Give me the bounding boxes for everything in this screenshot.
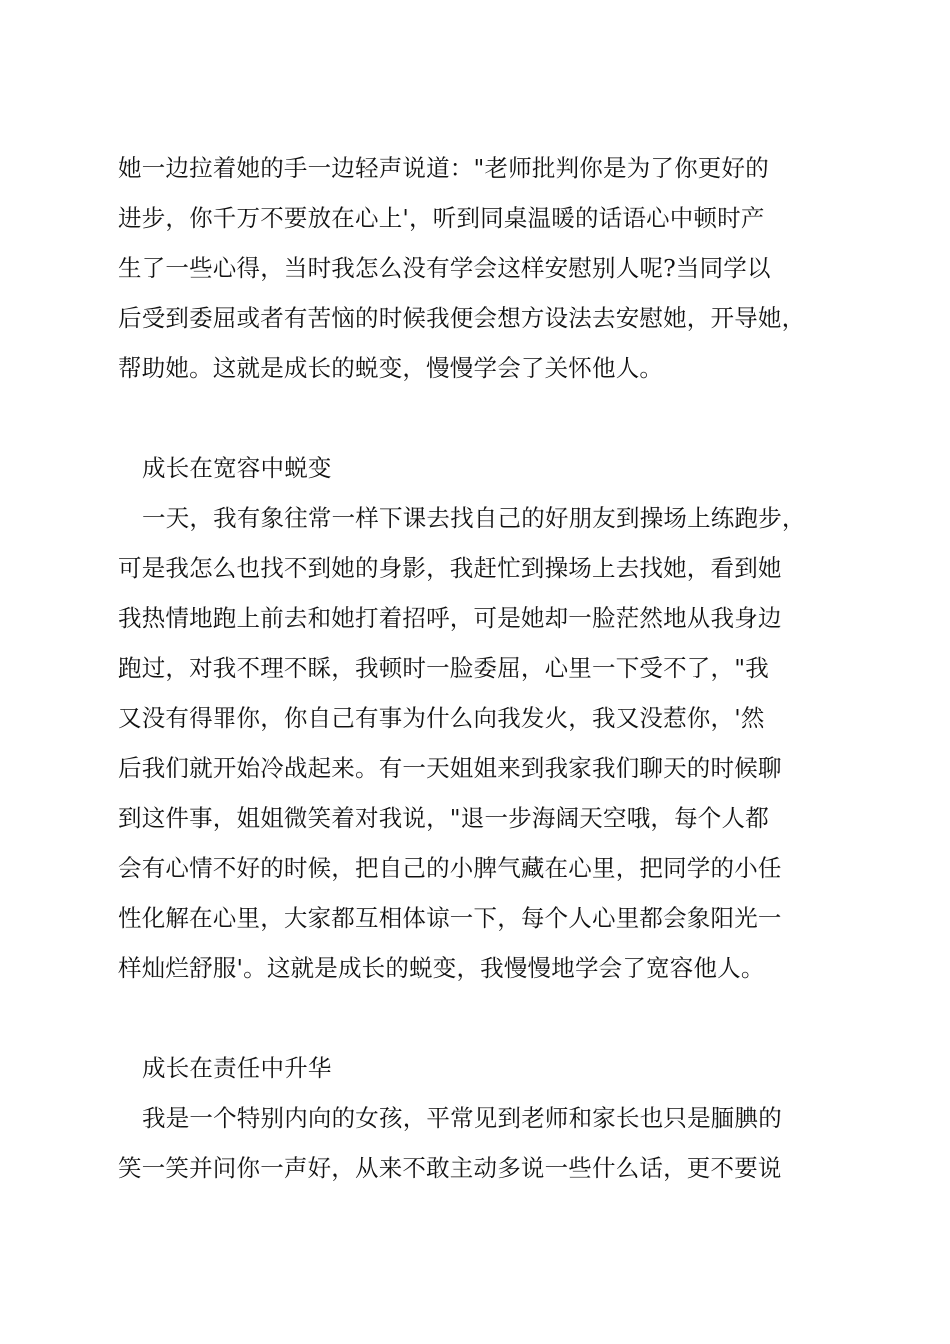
paragraph-line: 到这件事，姐姐微笑着对我说，"退一步海阔天空哦，每个人都 bbox=[118, 804, 769, 832]
paragraph-line: 我热情地跑上前去和她打着招呼，可是她却一脸茫然地从我身边 bbox=[118, 604, 782, 632]
paragraph-line: 又没有得罪你，你自己有事为什么向我发火，我又没惹你，'然 bbox=[118, 704, 765, 732]
paragraph-line: 笑一笑并问你一声好，从来不敢主动多说一些什么话，更不要说 bbox=[118, 1154, 782, 1182]
paragraph-line: 样灿烂舒服'。这就是成长的蜕变，我慢慢地学会了宽容他人。 bbox=[118, 954, 765, 982]
paragraph-line: 一天，我有象往常一样下课去找自己的好朋友到操场上练跑步， bbox=[142, 504, 806, 532]
paragraph-line: 后受到委屈或者有苦恼的时候我便会想方设法去安慰她，开导她， bbox=[118, 304, 806, 332]
paragraph-line: 进步，你千万不要放在心上'，听到同桌温暖的话语心中顿时产 bbox=[118, 204, 765, 232]
paragraph-line: 性化解在心里，大家都互相体谅一下，每个人心里都会象阳光一 bbox=[118, 904, 782, 932]
paragraph-line: 我是一个特别内向的女孩，平常见到老师和家长也只是腼腆的 bbox=[142, 1104, 782, 1132]
paragraph-line: 帮助她。这就是成长的蜕变，慢慢学会了关怀他人。 bbox=[118, 354, 664, 382]
paragraph-line: 后我们就开始冷战起来。有一天姐姐来到我家我们聊天的时候聊 bbox=[118, 754, 782, 782]
paragraph-line: 她一边拉着她的手一边轻声说道："老师批判你是为了你更好的 bbox=[118, 154, 769, 182]
paragraph-line: 跑过，对我不理不睬，我顿时一脸委屈，心里一下受不了，"我 bbox=[118, 654, 769, 682]
section-heading: 成长在宽容中蜕变 bbox=[142, 454, 332, 482]
paragraph-line: 生了一些心得，当时我怎么没有学会这样安慰别人呢?当同学以 bbox=[118, 254, 771, 282]
paragraph-line: 会有心情不好的时候，把自己的小脾气藏在心里，把同学的小任 bbox=[118, 854, 782, 882]
section-heading: 成长在责任中升华 bbox=[142, 1054, 332, 1082]
paragraph-line: 可是我怎么也找不到她的身影，我赶忙到操场上去找她，看到她 bbox=[118, 554, 782, 582]
